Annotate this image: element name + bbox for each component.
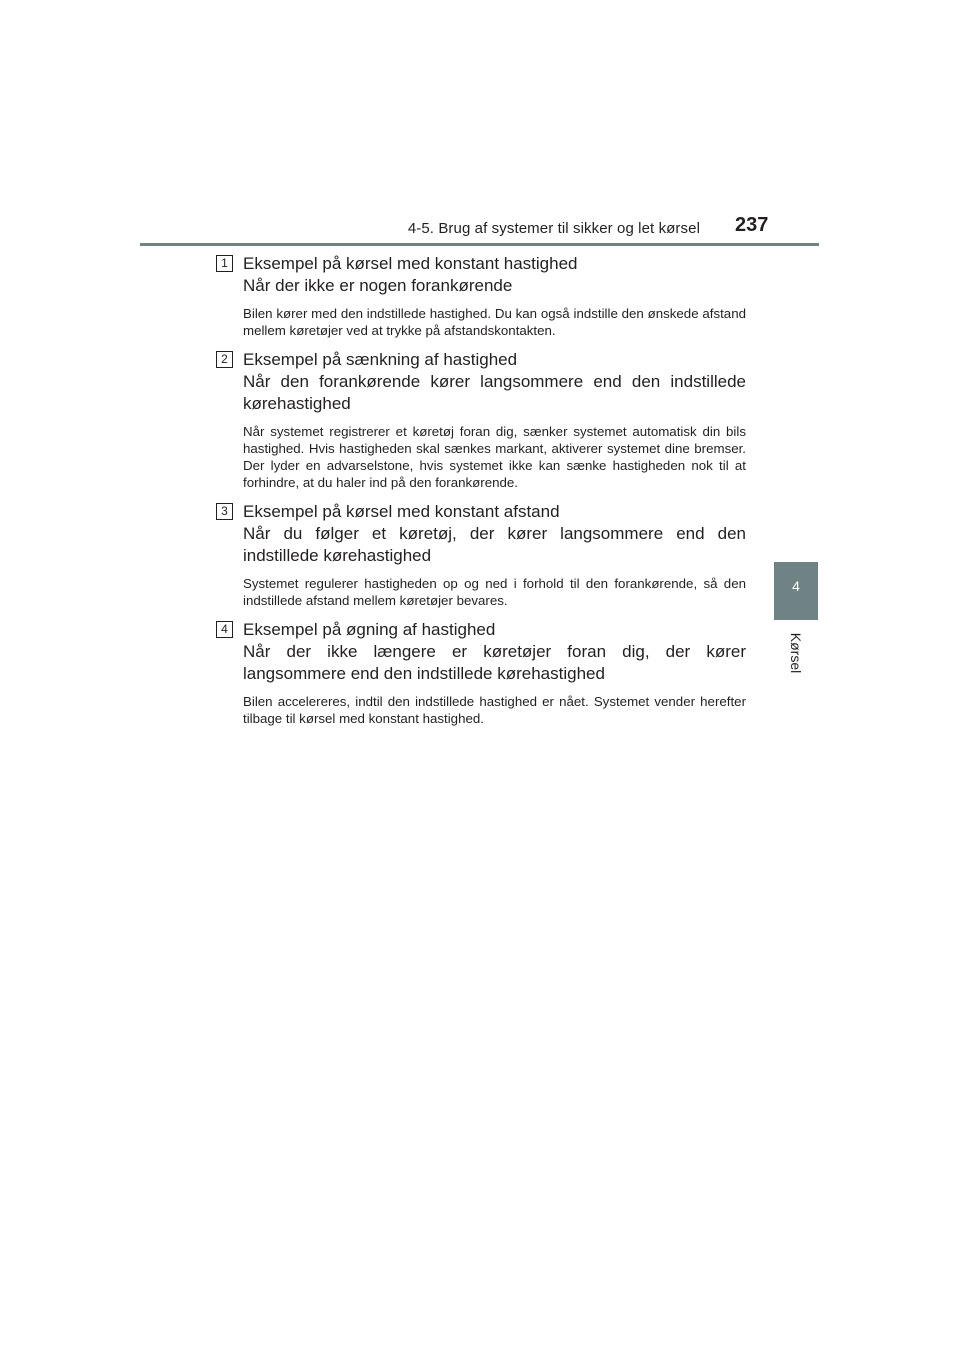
item-subtitle: Når den forankørende kører langsommere end den indstillede kørehastighed bbox=[243, 372, 746, 413]
page-header bbox=[0, 0, 960, 250]
list-item bbox=[216, 619, 746, 727]
item-body: Bilen accelereres, indtil den indstillede hastighed er nået. Systemet vender herefter tilbage til kørsel med konstant hastighed. bbox=[243, 694, 746, 726]
header-divider bbox=[140, 243, 819, 246]
item-number-badge: 2 bbox=[216, 351, 233, 368]
chapter-label-box bbox=[770, 630, 822, 676]
item-body: Når systemet registrerer et køretøj foran dig, sænker systemet automatisk din bils hastighed. Hvis hastigheden skal sænkes markant, aktiverer systemet dine bremser. Der lyder en advarselstone, hvis systemet ikke kan sænke hastigheden nok til at forhindre, at du haler ind på den forankørende. bbox=[243, 424, 746, 490]
list-item bbox=[216, 253, 746, 339]
item-subtitle: Når der ikke er nogen forankørende bbox=[243, 276, 513, 295]
item-number-badge: 3 bbox=[216, 503, 233, 520]
item-title: Eksempel på øgning af hastighed bbox=[243, 620, 496, 639]
item-body: Systemet regulerer hastigheden op og ned i forhold til den forankørende, så den indstillede afstand mellem køretøjer bevares. bbox=[243, 576, 746, 608]
item-subtitle: Når du følger et køretøj, der kører langsommere end den indstillede kørehastighed bbox=[243, 524, 746, 565]
list-item bbox=[216, 501, 746, 609]
item-title: Eksempel på kørsel med konstant afstand bbox=[243, 502, 560, 521]
item-title: Eksempel på kørsel med konstant hastighed bbox=[243, 254, 578, 273]
chapter-tab bbox=[774, 562, 818, 620]
section-title: 4-5. Brug af systemer til sikker og let kørsel bbox=[407, 220, 700, 237]
item-number-badge: 4 bbox=[216, 621, 233, 638]
item-subtitle: Når der ikke længere er køretøjer foran dig, der kører langsommere end den indstillede kørehastighed bbox=[243, 642, 746, 683]
item-title: Eksempel på sænkning af hastighed bbox=[243, 350, 518, 369]
chapter-label: Kørsel bbox=[788, 632, 804, 674]
list-item bbox=[216, 349, 746, 491]
item-body: Bilen kører med den indstillede hastighed. Du kan også indstille den ønskede afstand mellem køretøjer ved at trykke på afstandskontakten. bbox=[243, 306, 746, 338]
item-number-badge: 1 bbox=[216, 255, 233, 272]
page-number: 237 bbox=[735, 214, 769, 236]
chapter-number: 4 bbox=[792, 578, 800, 594]
main-content bbox=[216, 253, 746, 737]
